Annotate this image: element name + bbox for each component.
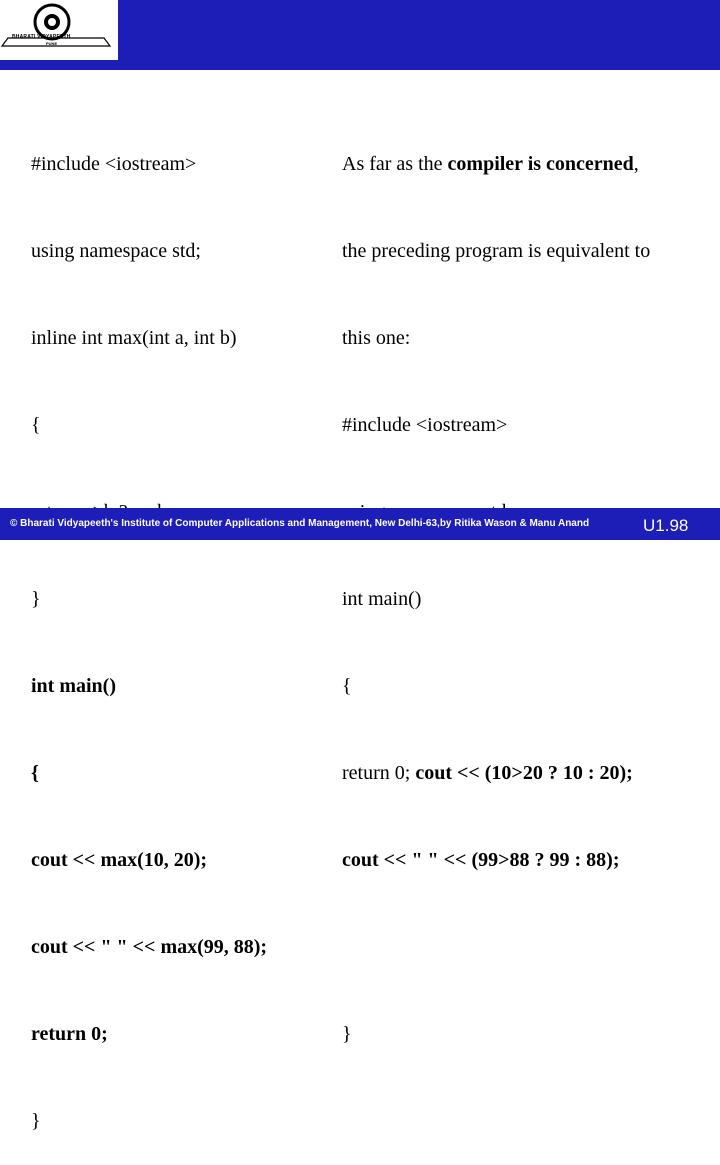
code-line: } <box>31 588 41 610</box>
page-number: U1.98 <box>643 516 689 535</box>
code-line: return 0; <box>31 1023 108 1045</box>
return-text: return 0; <box>342 762 416 784</box>
code-line: using namespace std; <box>31 240 201 262</box>
intro-text: As far as the <box>342 153 448 175</box>
code-line: inline int max(int a, int b) <box>31 327 237 349</box>
logo-text: BHARATI VIDYAPEETH <box>12 34 71 40</box>
intro-line: the preceding program is equivalent to <box>342 240 651 262</box>
code-line: int main() <box>342 588 422 610</box>
code-line: cout << " " << max(99, 88); <box>31 936 268 958</box>
cout-text: cout << (10>20 ? 10 : 20); <box>415 762 633 784</box>
code-line <box>342 759 650 788</box>
code-line: #include <iostream> <box>342 414 508 436</box>
code-line: int main() <box>31 675 116 697</box>
code-line: } <box>342 1023 352 1045</box>
code-line: cout << max(10, 20); <box>31 849 208 871</box>
right-explanation-block <box>342 92 650 1078</box>
emblem-icon <box>0 0 118 60</box>
intro-emphasis: compiler is concerned <box>447 153 634 175</box>
code-line: { <box>31 762 39 784</box>
code-line: cout << " " << (99>88 ? 99 : 88); <box>342 849 620 871</box>
code-line: } <box>31 1110 41 1132</box>
intro-line <box>342 150 650 179</box>
header-bar <box>0 0 720 70</box>
blank-line <box>342 933 650 962</box>
intro-punct: , <box>633 153 639 175</box>
footer-credit: © Bharati Vidyapeeth's Institute of Computer Applications and Management, New Delhi-63,by Ritika Wason & Manu Anand <box>10 518 590 529</box>
code-line: #include <iostream> <box>31 153 197 175</box>
logo-subtext: PUNE <box>46 41 58 46</box>
intro-line: this one: <box>342 327 411 349</box>
code-line: { <box>31 414 41 436</box>
footer-bar <box>0 508 720 540</box>
left-code-block <box>31 92 267 1165</box>
code-line: { <box>342 675 352 697</box>
logo <box>0 0 118 60</box>
